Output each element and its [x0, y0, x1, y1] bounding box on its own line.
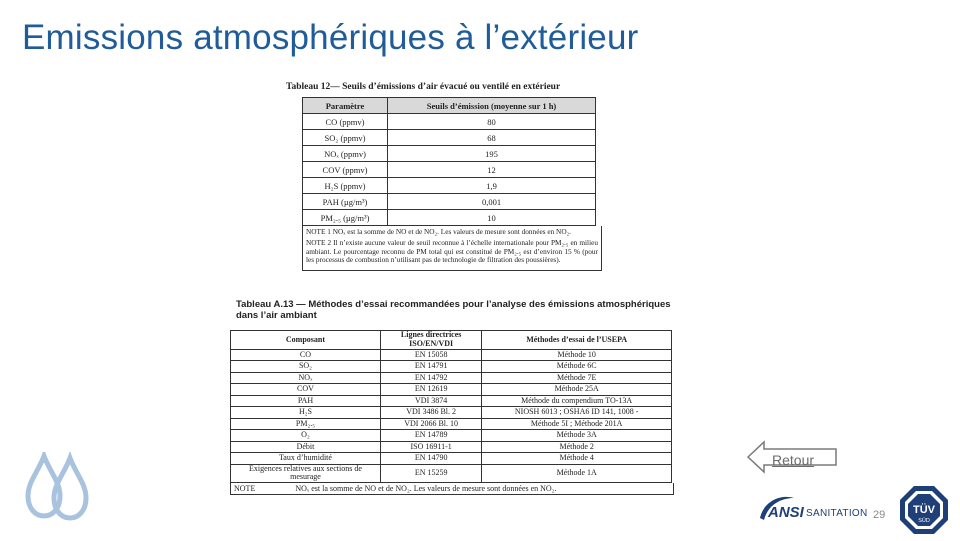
cell-iso: VDI 3874 — [380, 395, 481, 407]
cell-iso: EN 14792 — [380, 372, 481, 384]
table-row — [231, 361, 672, 373]
table-a13-note-label: NOTE — [234, 483, 256, 493]
cell-value: 80 — [388, 114, 596, 130]
table-row — [231, 349, 672, 361]
cell-component: Débit — [231, 441, 381, 453]
retour-button[interactable] — [746, 440, 838, 474]
table-row — [231, 384, 672, 396]
cell-iso: EN 15058 — [380, 349, 481, 361]
page-number: 29 — [873, 509, 886, 521]
table-row — [303, 178, 596, 194]
table-row — [231, 441, 672, 453]
table-a13-note-text: NOₓ est la somme de NO et de NO₂. Les valeurs de mesure sont données en NO₂. — [295, 483, 557, 493]
cell-epa: Méthode 7E — [482, 372, 672, 384]
cell-component: PAH — [231, 395, 381, 407]
cell-component: COV — [231, 384, 381, 396]
table-row — [231, 395, 672, 407]
cell-param: CO (ppmv) — [303, 114, 388, 130]
ansi-sanitation-logo — [756, 494, 866, 524]
cell-iso: EN 14789 — [380, 430, 481, 442]
table-12-notes — [302, 226, 602, 271]
cell-epa: Méthode 4 — [482, 453, 672, 465]
cell-epa: Méthode 1A — [482, 464, 672, 482]
cell-epa: Méthode 5I ; Méthode 201A — [482, 418, 672, 430]
water-drops-icon — [24, 452, 94, 524]
cell-component: H₂S — [231, 407, 381, 419]
table-a13-header-epa: Méthodes d’essai de l’USEPA — [482, 330, 672, 349]
cell-value: 68 — [388, 130, 596, 146]
table-a13-note — [230, 483, 674, 495]
cell-epa: Méthode 2 — [482, 441, 672, 453]
cell-epa: Méthode 6C — [482, 361, 672, 373]
table-12-header-threshold: Seuils d’émission (moyenne sur 1 h) — [388, 98, 596, 114]
cell-param: PM₂.₅ (µg/m³) — [303, 210, 388, 226]
table-row — [303, 146, 596, 162]
cell-iso: EN 14791 — [380, 361, 481, 373]
table-row — [231, 430, 672, 442]
sud-logo-text: SÜD — [918, 518, 930, 524]
cell-iso: EN 12619 — [380, 384, 481, 396]
table-row — [303, 114, 596, 130]
cell-iso: VDI 3486 Bl. 2 — [380, 407, 481, 419]
table-a13-header-component: Composant — [231, 330, 381, 349]
table-row — [231, 453, 672, 465]
table-row — [303, 162, 596, 178]
table-a13-caption: Tableau A.13 — Méthodes d’essai recommandées pour l’analyse des émissions atmosphériques dans l’air ambiant — [236, 299, 671, 322]
slide-title: Emissions atmosphériques à l’extérieur — [22, 18, 639, 57]
table-a13-image — [230, 299, 676, 495]
retour-label[interactable]: Retour — [772, 452, 815, 468]
cell-param: NOₓ (ppmv) — [303, 146, 388, 162]
table-row — [303, 194, 596, 210]
table-12-header-param: Paramètre — [303, 98, 388, 114]
cell-component: Taux d’humidité — [231, 453, 381, 465]
cell-param: COV (ppmv) — [303, 162, 388, 178]
table-row — [231, 464, 672, 482]
table-12 — [302, 97, 596, 226]
cell-component: NOₓ — [231, 372, 381, 384]
cell-value: 12 — [388, 162, 596, 178]
cell-epa: Méthode 25A — [482, 384, 672, 396]
cell-epa: Méthode 3A — [482, 430, 672, 442]
cell-param: H₂S (ppmv) — [303, 178, 388, 194]
sanitation-logo-text: SANITATION — [806, 508, 868, 519]
table-row — [303, 130, 596, 146]
table-row — [231, 372, 672, 384]
cell-iso: ISO 16911-1 — [380, 441, 481, 453]
cell-param: SO₂ (ppmv) — [303, 130, 388, 146]
table-row — [303, 210, 596, 226]
table-12-note-1: NOTE 1 NOₓ est la somme de NO et de NO₂. Les valeurs de mesure sont données en NO₂. — [306, 227, 571, 236]
table-12-caption: Tableau 12— Seuils d’émissions d’air évacué ou ventilé en extérieur — [286, 82, 561, 92]
cell-component: CO — [231, 349, 381, 361]
cell-value: 195 — [388, 146, 596, 162]
cell-iso: EN 15259 — [380, 464, 481, 482]
table-12-image — [286, 82, 616, 271]
cell-param: PAH (µg/m³) — [303, 194, 388, 210]
cell-value: 0,001 — [388, 194, 596, 210]
tuv-logo-text: TÜV — [913, 504, 935, 516]
cell-iso: VDI 2066 Bl. 10 — [380, 418, 481, 430]
table-a13-header-iso: Lignes directrices ISO/EN/VDI — [380, 330, 481, 349]
cell-iso: EN 14790 — [380, 453, 481, 465]
table-a13 — [230, 330, 672, 483]
cell-epa: Méthode 10 — [482, 349, 672, 361]
cell-value: 1,9 — [388, 178, 596, 194]
cell-value: 10 — [388, 210, 596, 226]
cell-component: O₂ — [231, 430, 381, 442]
tuv-octagon-icon — [898, 484, 950, 536]
tuv-sud-logo — [898, 484, 950, 536]
cell-component: SO₂ — [231, 361, 381, 373]
table-row — [231, 418, 672, 430]
ansi-logo-text: ANSI — [768, 504, 804, 521]
table-12-note-2: NOTE 2 Il n’existe aucune valeur de seuil reconnue à l’échelle internationale pour PM₂.₅ en milieu ambiant. Le pourcentage reconnu de PM total qui est constitué de PM₂.₅ est d’environ 15 % (pour les processus de combustion n’utilisant pas de technologie de filtration des poussières). — [306, 238, 598, 265]
cell-epa: Méthode du compendium TO-13A — [482, 395, 672, 407]
cell-component: PM₂.₅ — [231, 418, 381, 430]
cell-component: Exigences relatives aux sections de mesurage — [231, 464, 381, 482]
cell-epa: NIOSH 6013 ; OSHA6 ID 141, 1008 - — [482, 407, 672, 419]
table-row — [231, 407, 672, 419]
